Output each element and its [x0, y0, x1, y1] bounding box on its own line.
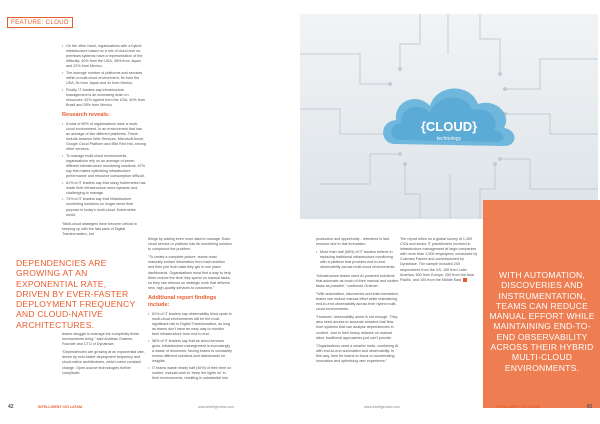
article-end-icon: [463, 278, 467, 282]
list-item: • To manage multi-cloud environments, organisations rely on an average of seven different infrastructure monitoring solutions. 67% say this makes optimising infrastructure performance and resource consumption difficult.: [62, 154, 146, 179]
list-item: • IT teams waste nearly half (40%) of their time on routine, manual work to ‘keep the lights on’ in their environments, resulting in substantial lost: [148, 366, 232, 381]
body-paragraph: things by adding even more data to manage. Each cloud service or platform has its monitoring solution to compound the problem.: [148, 237, 232, 252]
list-item: • 58% of IT leaders say that as cloud services grow, infrastructure management is increasingly a waste of resources, forcing teams to constantly review different solutions and dashboards for insights.: [148, 339, 232, 364]
list-item: • More than half (56%) of IT leaders believe in replacing traditional infrastructure monitoring with a platform that provides end-to-end observability across multi-cloud environments.: [316, 250, 400, 270]
body-paragraph: “However, observability alone is not enough. They also need access to accurate answers that flow from systems that can analyse dependencies in context. Just to their heavy reliance on manual labor, traditional approaches just can’t provide.: [316, 315, 398, 340]
body-paragraph: “Infrastructure teams need AI-powered solutions that automate as much of their manual and routine tasks as possible,” continued Grabner.: [316, 273, 399, 288]
body-paragraph: “Organisations need a smarter route, combining AI with end-to-end automation and observability. In this way, time for teams to focus on accelerating innovation and optimising user experience.”: [316, 343, 399, 363]
section-tag-left: FEATURE: CLOUD: [7, 17, 73, 28]
list-item: • Finally, IT leaders say infrastructure management is an increasing drain on resources: 42% agreed from the USA, 40% from Brazil and 38% from Mexico.: [62, 88, 146, 108]
cloud-hero-image: [300, 14, 598, 219]
report-paragraph: The report relies on a global survey of 1,300 CIOs and senior IT practitioners involved in infrastructure management at large companies with more than 1,000 employees, conducted by Coleman Parkes and commissioned by Dynatrace. The sample included 200 respondents from the US, 150 from Latin America, 600 from Europe, 250 from the Asia Pacific, and 100 from the Middle East.: [400, 237, 478, 282]
list-item: • The average number of platforms and services within a multi-cloud environment, 5x from the USA, 5x from Japan and 4x from Mexico.: [62, 71, 146, 86]
column-c: [316, 237, 400, 367]
body-paragraph: productive and opportunity - refreshed in last revenue due to fast innovation.: [316, 237, 389, 247]
publication-name-right: [496, 405, 540, 409]
list-item: • A total of 89% of organisations have a multi-cloud environment. In an environment that has an average of five different platforms. These include Amazon Web Services, Microsoft Azure, Google Cloud Platform and IBM Red Hat, among other vendors.: [62, 122, 146, 153]
body-paragraph: “To create a complete picture, teams must manually extract information from each solution and then join truth data they get in one place dashboards. Organisations must find a way to help them reduce the time they spend on manual tasks, so they can refocus on strategic work that delivers new, high-quality services to customers.”: [148, 255, 231, 290]
findings-heading: Additional report findings include:: [148, 294, 217, 308]
column-d: [400, 237, 480, 286]
column-a-top: [62, 44, 146, 240]
cloud-network-illustration: [300, 14, 598, 219]
bullet-list-c: [316, 250, 400, 270]
bullet-list-b: [148, 312, 232, 381]
list-item: • On the other hand, organisations with a hybrid infrastructure based on a mix of cloud and on-premises systems have a representation of the difficulty: 40% from the USA, 38% from Japan and 22% from Mexico.: [62, 44, 146, 69]
bullet-list-a2: [62, 122, 146, 218]
body-paragraph: “Dependencies are growing at an exponential rate, driven by ever-faster deployment frequency and cloud-native architectures, which mean constant change. Open-source technologies further complicate: [62, 350, 145, 375]
cloud-label: {CLOUD}: [420, 119, 478, 134]
pull-quote-left: DEPENDENCIES ARE GROWING AT AN EXPONENTIAL RATE, DRIVEN BY EVER-FASTER DEPLOYMENT FREQUENCY AND CLOUD-NATIVE ARCHITECTURES.: [16, 258, 136, 330]
publication-name: INTELLIGENT CIO LATAM: [38, 405, 82, 409]
list-item: • 81% of IT leaders say observability blind spots in multi-cloud environments will be the most significant risk to Digital Transformation, as long as teams don’t have an easy way to monitor their infrastructure from end to end.: [148, 312, 232, 337]
list-item: • 74% of IT leaders say that infrastructure monitoring solutions no longer serve their purpose in today’s multi-cloud, Kubernetes world.: [62, 197, 146, 217]
publication-name-left: [38, 405, 82, 409]
column-b: [148, 237, 232, 382]
body-paragraph: teams struggle to manage the complexity these environments bring,” said Andreas Grabner, Founder and CTO of Dynatrace.: [62, 332, 140, 347]
body-paragraph: [400, 237, 480, 283]
page-number-left: 42: [8, 404, 14, 410]
footer-url-left: www.intelligentcio.com: [198, 405, 235, 409]
page-number-right: 43: [586, 404, 592, 410]
body-paragraph: “Multi-cloud strategies have become critical to keeping up with the fast pace of Digital Transformation, but: [62, 221, 137, 236]
column-a-bottom: [62, 332, 146, 379]
body-paragraph: “With automation, discoveries and instrumentation, teams can reduce manual effort while maintaining end-to-end observability across their hybrid multi-cloud environments.: [316, 291, 399, 312]
footer-url-right: www.intelligentcio.com: [364, 405, 401, 409]
list-item: • 61% of IT leaders say that using Kubernetes has made their infrastructure more dynamic and challenging to manage.: [62, 181, 146, 196]
research-heading: Research reveals:: [62, 111, 110, 118]
publication-name: INTELLIGENT CIO LATAM: [496, 405, 540, 409]
cloud-sublabel: technology: [436, 136, 462, 142]
pull-quote-right: WITH AUTOMATION, DISCOVERIES AND INSTRUMENTATION, TEAMS CAN REDUCE MANUAL EFFORT WHILE MAINTAINING END-TO-END OBSERVABILITY ACROSS THEIR HYBRID MULTI-CLOUD ENVIRONMENTS.: [489, 270, 595, 373]
bullet-list-a1: [62, 44, 146, 108]
